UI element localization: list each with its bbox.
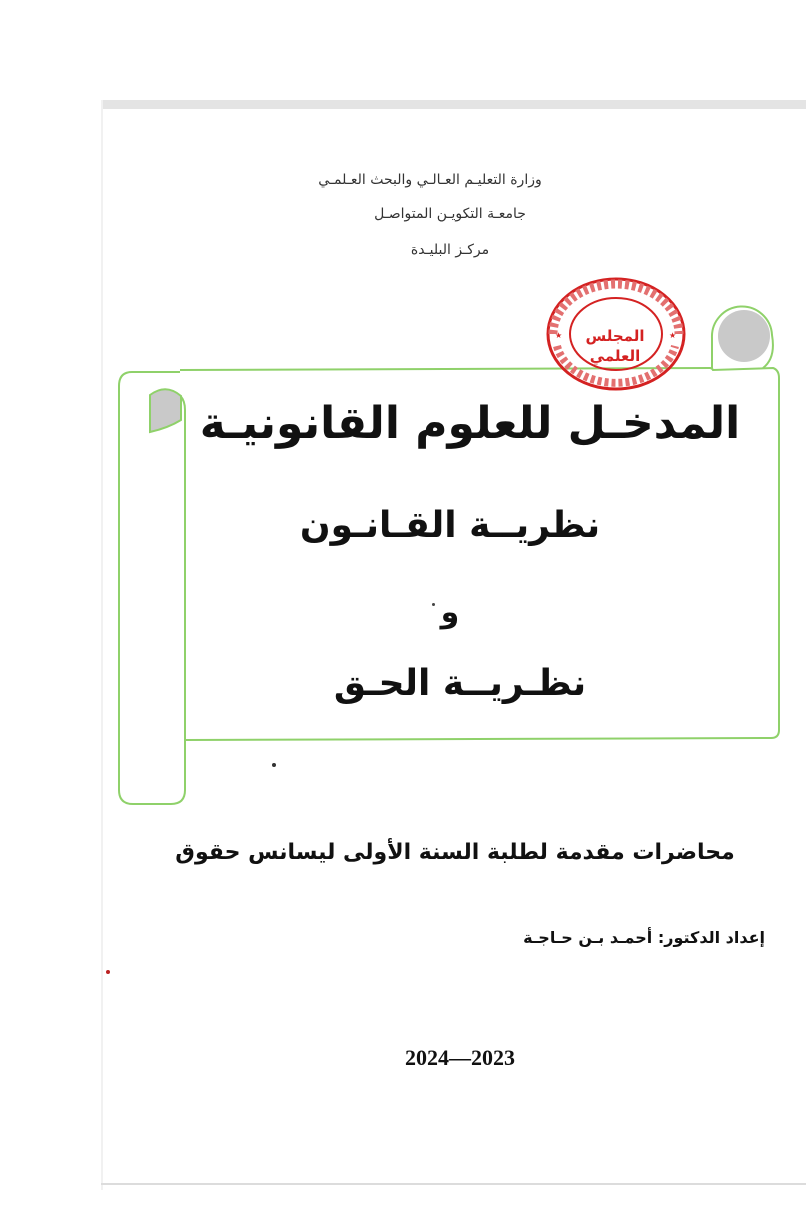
scroll-top-curl-fill — [718, 310, 770, 362]
stamp-line-1: المجلس — [585, 327, 645, 345]
scan-speck — [432, 603, 435, 606]
scan-speck — [106, 970, 110, 974]
subtitle-theory-of-law: نظريــة القـانـون — [299, 505, 601, 546]
scroll-left-roll — [119, 372, 185, 804]
academic-year: 2024—2023 — [405, 1045, 515, 1070]
conjunction: و — [440, 595, 460, 630]
svg-text:★: ★ — [555, 331, 563, 340]
svg-text:★: ★ — [669, 331, 677, 340]
lecture-description: محاضرات مقدمة لطلبة السنة الأولى ليسانس حقوق — [175, 840, 735, 865]
stamp-line-2: العلمي — [589, 347, 641, 365]
ministry-header: وزارة التعليـم العـالـي والبحث العـلمـي — [318, 172, 542, 188]
university-header: جامعـة التكويـن المتواصـل — [374, 206, 526, 222]
author-line: إعداد الدكتور: أحمـد بـن حـاجـة — [523, 928, 765, 947]
center-header: مركـز البليـدة — [410, 242, 490, 258]
scan-speck — [272, 763, 276, 767]
subtitle-theory-of-right: نظـريــة الحـق — [333, 663, 587, 704]
main-title: المدخـل للعلوم القانونيـة — [199, 398, 741, 449]
scroll-left-curl — [150, 389, 181, 432]
stamp-text — [583, 326, 647, 366]
